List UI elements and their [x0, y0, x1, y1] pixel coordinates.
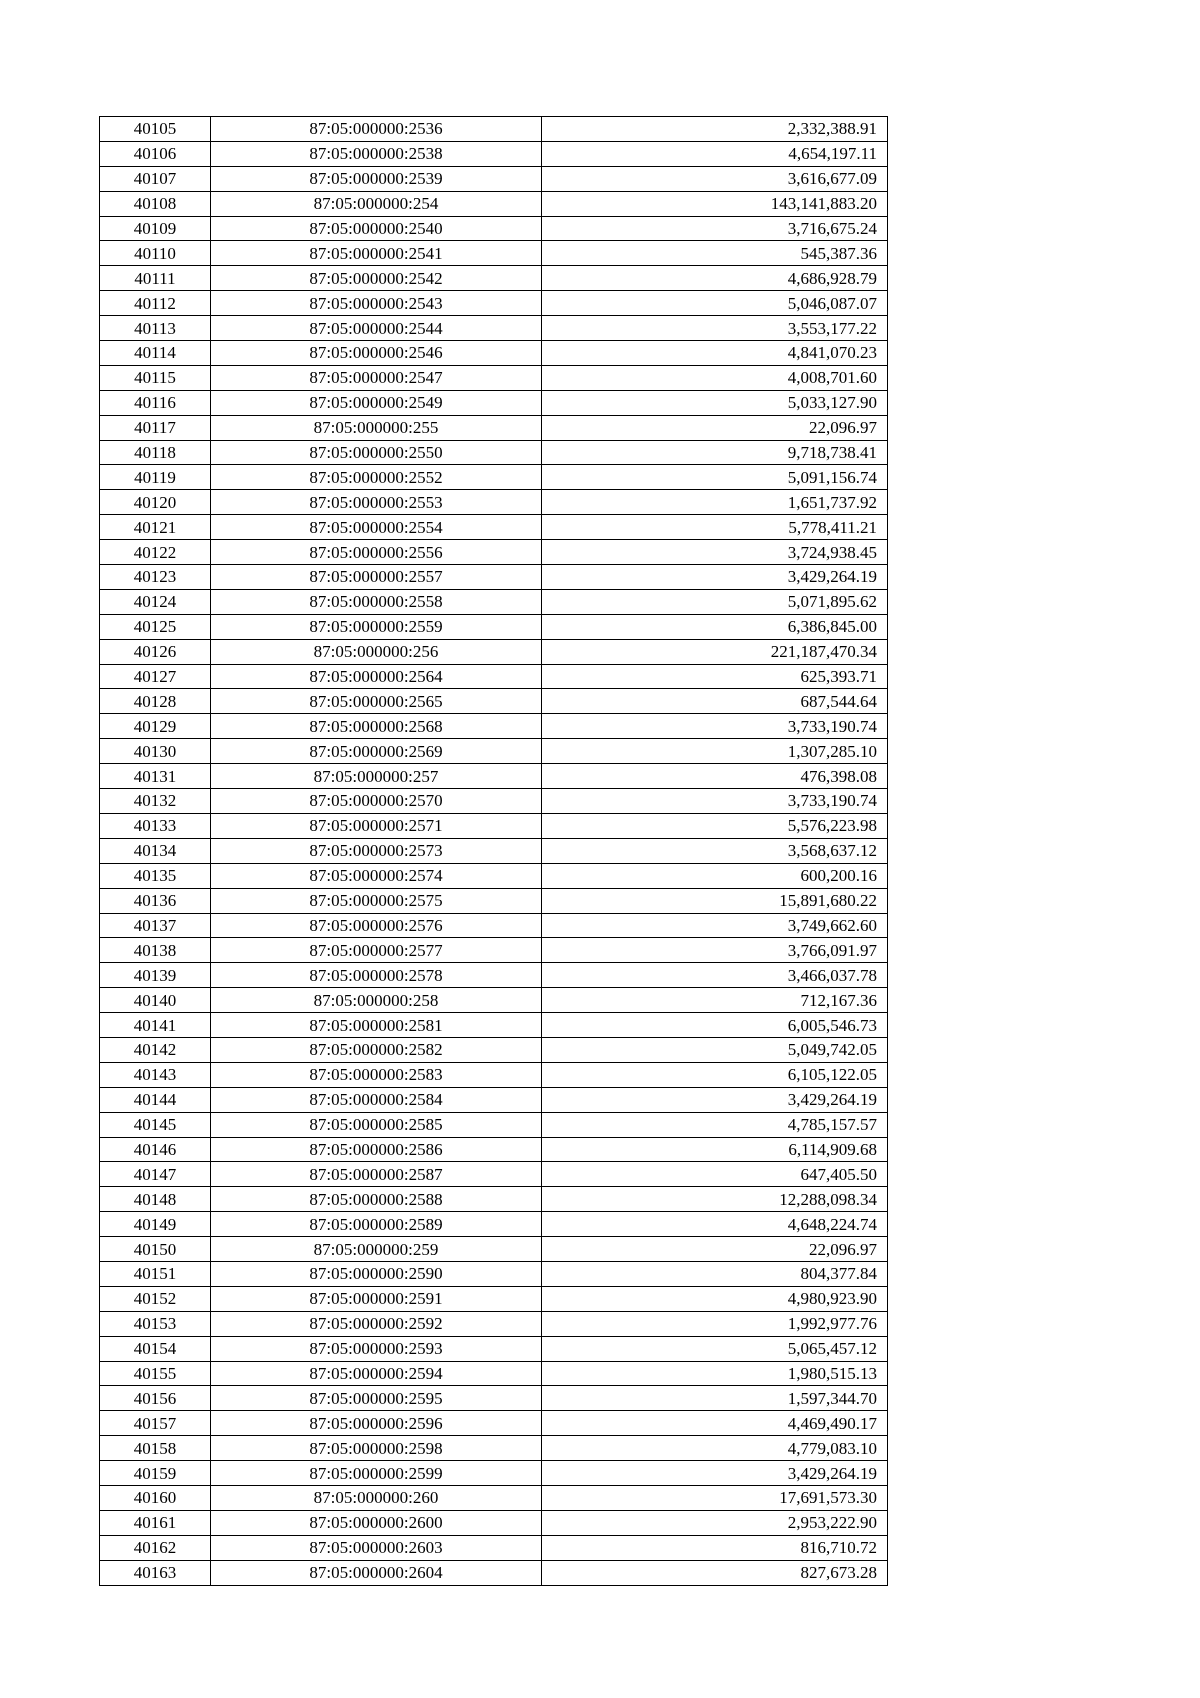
cadastral-number-cell: 87:05:000000:2544 — [211, 316, 542, 341]
cadastral-number-cell: 87:05:000000:2575 — [211, 888, 542, 913]
row-number-cell: 40135 — [100, 863, 211, 888]
cadastral-number-cell: 87:05:000000:2599 — [211, 1461, 542, 1486]
row-number-cell: 40158 — [100, 1436, 211, 1461]
cadastral-number-cell: 87:05:000000:2540 — [211, 216, 542, 241]
value-cell: 3,724,938.45 — [542, 540, 888, 565]
value-cell: 1,992,977.76 — [542, 1311, 888, 1336]
table-row — [100, 1162, 888, 1187]
value-cell: 3,553,177.22 — [542, 316, 888, 341]
cadastral-number-cell: 87:05:000000:2581 — [211, 1013, 542, 1038]
value-cell: 3,429,264.19 — [542, 565, 888, 590]
table-row — [100, 341, 888, 366]
cadastral-number-cell: 87:05:000000:2541 — [211, 241, 542, 266]
value-cell: 545,387.36 — [542, 241, 888, 266]
cadastral-number-cell: 87:05:000000:2603 — [211, 1535, 542, 1560]
cadastral-number-cell: 87:05:000000:2598 — [211, 1436, 542, 1461]
value-cell: 2,953,222.90 — [542, 1510, 888, 1535]
table-row — [100, 714, 888, 739]
row-number-cell: 40159 — [100, 1461, 211, 1486]
row-number-cell: 40130 — [100, 739, 211, 764]
row-number-cell: 40155 — [100, 1361, 211, 1386]
row-number-cell: 40147 — [100, 1162, 211, 1187]
cadastral-number-cell: 87:05:000000:2571 — [211, 813, 542, 838]
row-number-cell: 40143 — [100, 1062, 211, 1087]
value-cell: 3,466,037.78 — [542, 963, 888, 988]
value-cell: 4,654,197.11 — [542, 141, 888, 166]
cadastral-number-cell: 87:05:000000:2587 — [211, 1162, 542, 1187]
row-number-cell: 40124 — [100, 589, 211, 614]
table-row — [100, 540, 888, 565]
table-row — [100, 963, 888, 988]
value-cell: 5,046,087.07 — [542, 291, 888, 316]
row-number-cell: 40150 — [100, 1237, 211, 1262]
value-cell: 3,616,677.09 — [542, 166, 888, 191]
row-number-cell: 40148 — [100, 1187, 211, 1212]
cadastral-number-cell: 87:05:000000:255 — [211, 415, 542, 440]
row-number-cell: 40140 — [100, 988, 211, 1013]
value-cell: 1,651,737.92 — [542, 490, 888, 515]
row-number-cell: 40156 — [100, 1386, 211, 1411]
value-cell: 1,980,515.13 — [542, 1361, 888, 1386]
value-cell: 625,393.71 — [542, 664, 888, 689]
cadastral-number-cell: 87:05:000000:2559 — [211, 614, 542, 639]
cadastral-number-cell: 87:05:000000:2552 — [211, 465, 542, 490]
row-number-cell: 40107 — [100, 166, 211, 191]
cadastral-number-cell: 87:05:000000:2576 — [211, 913, 542, 938]
data-table — [99, 116, 888, 1586]
table-row — [100, 565, 888, 590]
row-number-cell: 40152 — [100, 1286, 211, 1311]
row-number-cell: 40157 — [100, 1411, 211, 1436]
row-number-cell: 40117 — [100, 415, 211, 440]
row-number-cell: 40115 — [100, 365, 211, 390]
table-row — [100, 1137, 888, 1162]
table-row — [100, 1187, 888, 1212]
table-row — [100, 440, 888, 465]
value-cell: 12,288,098.34 — [542, 1187, 888, 1212]
value-cell: 3,568,637.12 — [542, 838, 888, 863]
table-row — [100, 266, 888, 291]
table-row — [100, 863, 888, 888]
value-cell: 4,841,070.23 — [542, 341, 888, 366]
row-number-cell: 40144 — [100, 1087, 211, 1112]
cadastral-number-cell: 87:05:000000:2549 — [211, 390, 542, 415]
value-cell: 3,429,264.19 — [542, 1461, 888, 1486]
row-number-cell: 40163 — [100, 1560, 211, 1585]
cadastral-number-cell: 87:05:000000:259 — [211, 1237, 542, 1262]
cadastral-number-cell: 87:05:000000:2547 — [211, 365, 542, 390]
cadastral-number-cell: 87:05:000000:2595 — [211, 1386, 542, 1411]
row-number-cell: 40136 — [100, 888, 211, 913]
value-cell: 5,778,411.21 — [542, 515, 888, 540]
row-number-cell: 40109 — [100, 216, 211, 241]
table-row — [100, 1411, 888, 1436]
value-cell: 4,785,157.57 — [542, 1112, 888, 1137]
value-cell: 5,576,223.98 — [542, 813, 888, 838]
row-number-cell: 40105 — [100, 117, 211, 142]
row-number-cell: 40128 — [100, 689, 211, 714]
cadastral-number-cell: 87:05:000000:2565 — [211, 689, 542, 714]
row-number-cell: 40149 — [100, 1212, 211, 1237]
row-number-cell: 40116 — [100, 390, 211, 415]
value-cell: 6,105,122.05 — [542, 1062, 888, 1087]
value-cell: 6,005,546.73 — [542, 1013, 888, 1038]
row-number-cell: 40112 — [100, 291, 211, 316]
row-number-cell: 40137 — [100, 913, 211, 938]
value-cell: 5,049,742.05 — [542, 1037, 888, 1062]
table-body — [100, 117, 888, 1586]
cadastral-number-cell: 87:05:000000:2578 — [211, 963, 542, 988]
value-cell: 6,386,845.00 — [542, 614, 888, 639]
cadastral-number-cell: 87:05:000000:2553 — [211, 490, 542, 515]
value-cell: 816,710.72 — [542, 1535, 888, 1560]
value-cell: 3,716,675.24 — [542, 216, 888, 241]
cadastral-number-cell: 87:05:000000:2574 — [211, 863, 542, 888]
cadastral-number-cell: 87:05:000000:2564 — [211, 664, 542, 689]
row-number-cell: 40120 — [100, 490, 211, 515]
cadastral-number-cell: 87:05:000000:2593 — [211, 1336, 542, 1361]
row-number-cell: 40110 — [100, 241, 211, 266]
table-row — [100, 913, 888, 938]
table-row — [100, 1535, 888, 1560]
table-row — [100, 1461, 888, 1486]
cadastral-number-cell: 87:05:000000:2584 — [211, 1087, 542, 1112]
table-row — [100, 515, 888, 540]
cadastral-number-cell: 87:05:000000:2539 — [211, 166, 542, 191]
table-row — [100, 216, 888, 241]
table-row — [100, 1286, 888, 1311]
cadastral-number-cell: 87:05:000000:2590 — [211, 1261, 542, 1286]
cadastral-number-cell: 87:05:000000:2596 — [211, 1411, 542, 1436]
value-cell: 143,141,883.20 — [542, 191, 888, 216]
cadastral-number-cell: 87:05:000000:2582 — [211, 1037, 542, 1062]
table-row — [100, 1087, 888, 1112]
table-row — [100, 1436, 888, 1461]
value-cell: 4,648,224.74 — [542, 1212, 888, 1237]
table-row — [100, 191, 888, 216]
cadastral-number-cell: 87:05:000000:2589 — [211, 1212, 542, 1237]
table-row — [100, 1510, 888, 1535]
row-number-cell: 40114 — [100, 341, 211, 366]
row-number-cell: 40162 — [100, 1535, 211, 1560]
value-cell: 712,167.36 — [542, 988, 888, 1013]
table-row — [100, 141, 888, 166]
table-row — [100, 988, 888, 1013]
table-row — [100, 764, 888, 789]
row-number-cell: 40133 — [100, 813, 211, 838]
value-cell: 4,980,923.90 — [542, 1286, 888, 1311]
table-row — [100, 689, 888, 714]
row-number-cell: 40139 — [100, 963, 211, 988]
value-cell: 22,096.97 — [542, 415, 888, 440]
table-row — [100, 1261, 888, 1286]
row-number-cell: 40134 — [100, 838, 211, 863]
table-row — [100, 1386, 888, 1411]
row-number-cell: 40118 — [100, 440, 211, 465]
row-number-cell: 40138 — [100, 938, 211, 963]
row-number-cell: 40113 — [100, 316, 211, 341]
row-number-cell: 40145 — [100, 1112, 211, 1137]
value-cell: 4,779,083.10 — [542, 1436, 888, 1461]
value-cell: 600,200.16 — [542, 863, 888, 888]
cadastral-number-cell: 87:05:000000:2588 — [211, 1187, 542, 1212]
table-row — [100, 291, 888, 316]
row-number-cell: 40119 — [100, 465, 211, 490]
table-row — [100, 390, 888, 415]
row-number-cell: 40154 — [100, 1336, 211, 1361]
cadastral-number-cell: 87:05:000000:260 — [211, 1485, 542, 1510]
table-row — [100, 465, 888, 490]
table-row — [100, 739, 888, 764]
table-row — [100, 1311, 888, 1336]
cadastral-number-cell: 87:05:000000:2573 — [211, 838, 542, 863]
value-cell: 221,187,470.34 — [542, 639, 888, 664]
cadastral-number-cell: 87:05:000000:2556 — [211, 540, 542, 565]
row-number-cell: 40141 — [100, 1013, 211, 1038]
value-cell: 804,377.84 — [542, 1261, 888, 1286]
row-number-cell: 40146 — [100, 1137, 211, 1162]
cadastral-number-cell: 87:05:000000:2577 — [211, 938, 542, 963]
value-cell: 3,733,190.74 — [542, 789, 888, 814]
row-number-cell: 40125 — [100, 614, 211, 639]
table-row — [100, 1013, 888, 1038]
value-cell: 15,891,680.22 — [542, 888, 888, 913]
row-number-cell: 40160 — [100, 1485, 211, 1510]
value-cell: 5,091,156.74 — [542, 465, 888, 490]
table-row — [100, 938, 888, 963]
cadastral-number-cell: 87:05:000000:2554 — [211, 515, 542, 540]
table-row — [100, 664, 888, 689]
cadastral-number-cell: 87:05:000000:2586 — [211, 1137, 542, 1162]
value-cell: 4,008,701.60 — [542, 365, 888, 390]
table-row — [100, 1485, 888, 1510]
table-row — [100, 117, 888, 142]
row-number-cell: 40126 — [100, 639, 211, 664]
table-row — [100, 789, 888, 814]
table-row — [100, 1560, 888, 1585]
value-cell: 3,429,264.19 — [542, 1087, 888, 1112]
cadastral-number-cell: 87:05:000000:2543 — [211, 291, 542, 316]
value-cell: 4,469,490.17 — [542, 1411, 888, 1436]
value-cell: 17,691,573.30 — [542, 1485, 888, 1510]
row-number-cell: 40151 — [100, 1261, 211, 1286]
table-row — [100, 1361, 888, 1386]
cadastral-number-cell: 87:05:000000:258 — [211, 988, 542, 1013]
value-cell: 1,307,285.10 — [542, 739, 888, 764]
value-cell: 687,544.64 — [542, 689, 888, 714]
cadastral-number-cell: 87:05:000000:2542 — [211, 266, 542, 291]
value-cell: 3,733,190.74 — [542, 714, 888, 739]
cadastral-number-cell: 87:05:000000:2546 — [211, 341, 542, 366]
cadastral-number-cell: 87:05:000000:2583 — [211, 1062, 542, 1087]
value-cell: 1,597,344.70 — [542, 1386, 888, 1411]
cadastral-number-cell: 87:05:000000:2536 — [211, 117, 542, 142]
cadastral-number-cell: 87:05:000000:2557 — [211, 565, 542, 590]
value-cell: 3,766,091.97 — [542, 938, 888, 963]
row-number-cell: 40161 — [100, 1510, 211, 1535]
table-row — [100, 1212, 888, 1237]
value-cell: 2,332,388.91 — [542, 117, 888, 142]
value-cell: 827,673.28 — [542, 1560, 888, 1585]
row-number-cell: 40108 — [100, 191, 211, 216]
table-row — [100, 813, 888, 838]
row-number-cell: 40121 — [100, 515, 211, 540]
cadastral-number-cell: 87:05:000000:2604 — [211, 1560, 542, 1585]
cadastral-number-cell: 87:05:000000:2568 — [211, 714, 542, 739]
cadastral-number-cell: 87:05:000000:256 — [211, 639, 542, 664]
row-number-cell: 40106 — [100, 141, 211, 166]
table-row — [100, 888, 888, 913]
row-number-cell: 40142 — [100, 1037, 211, 1062]
cadastral-number-cell: 87:05:000000:2585 — [211, 1112, 542, 1137]
table-row — [100, 1062, 888, 1087]
cadastral-number-cell: 87:05:000000:2600 — [211, 1510, 542, 1535]
table-row — [100, 1112, 888, 1137]
value-cell: 22,096.97 — [542, 1237, 888, 1262]
table-row — [100, 614, 888, 639]
table-row — [100, 1336, 888, 1361]
cadastral-number-cell: 87:05:000000:2550 — [211, 440, 542, 465]
cadastral-number-cell: 87:05:000000:2558 — [211, 589, 542, 614]
value-cell: 4,686,928.79 — [542, 266, 888, 291]
cadastral-number-cell: 87:05:000000:2570 — [211, 789, 542, 814]
table-row — [100, 241, 888, 266]
table-row — [100, 490, 888, 515]
value-cell: 5,065,457.12 — [542, 1336, 888, 1361]
value-cell: 9,718,738.41 — [542, 440, 888, 465]
row-number-cell: 40132 — [100, 789, 211, 814]
row-number-cell: 40131 — [100, 764, 211, 789]
row-number-cell: 40127 — [100, 664, 211, 689]
table-row — [100, 1037, 888, 1062]
table-row — [100, 589, 888, 614]
value-cell: 3,749,662.60 — [542, 913, 888, 938]
value-cell: 476,398.08 — [542, 764, 888, 789]
table-row — [100, 166, 888, 191]
cadastral-number-cell: 87:05:000000:257 — [211, 764, 542, 789]
value-cell: 6,114,909.68 — [542, 1137, 888, 1162]
value-cell: 5,033,127.90 — [542, 390, 888, 415]
row-number-cell: 40129 — [100, 714, 211, 739]
table-row — [100, 1237, 888, 1262]
table-row — [100, 316, 888, 341]
cadastral-number-cell: 87:05:000000:254 — [211, 191, 542, 216]
cadastral-number-cell: 87:05:000000:2569 — [211, 739, 542, 764]
cadastral-number-cell: 87:05:000000:2538 — [211, 141, 542, 166]
table-row — [100, 415, 888, 440]
row-number-cell: 40111 — [100, 266, 211, 291]
row-number-cell: 40153 — [100, 1311, 211, 1336]
value-cell: 5,071,895.62 — [542, 589, 888, 614]
table-row — [100, 365, 888, 390]
cadastral-number-cell: 87:05:000000:2592 — [211, 1311, 542, 1336]
cadastral-number-cell: 87:05:000000:2591 — [211, 1286, 542, 1311]
row-number-cell: 40123 — [100, 565, 211, 590]
cadastral-number-cell: 87:05:000000:2594 — [211, 1361, 542, 1386]
value-cell: 647,405.50 — [542, 1162, 888, 1187]
table-row — [100, 639, 888, 664]
row-number-cell: 40122 — [100, 540, 211, 565]
table-row — [100, 838, 888, 863]
